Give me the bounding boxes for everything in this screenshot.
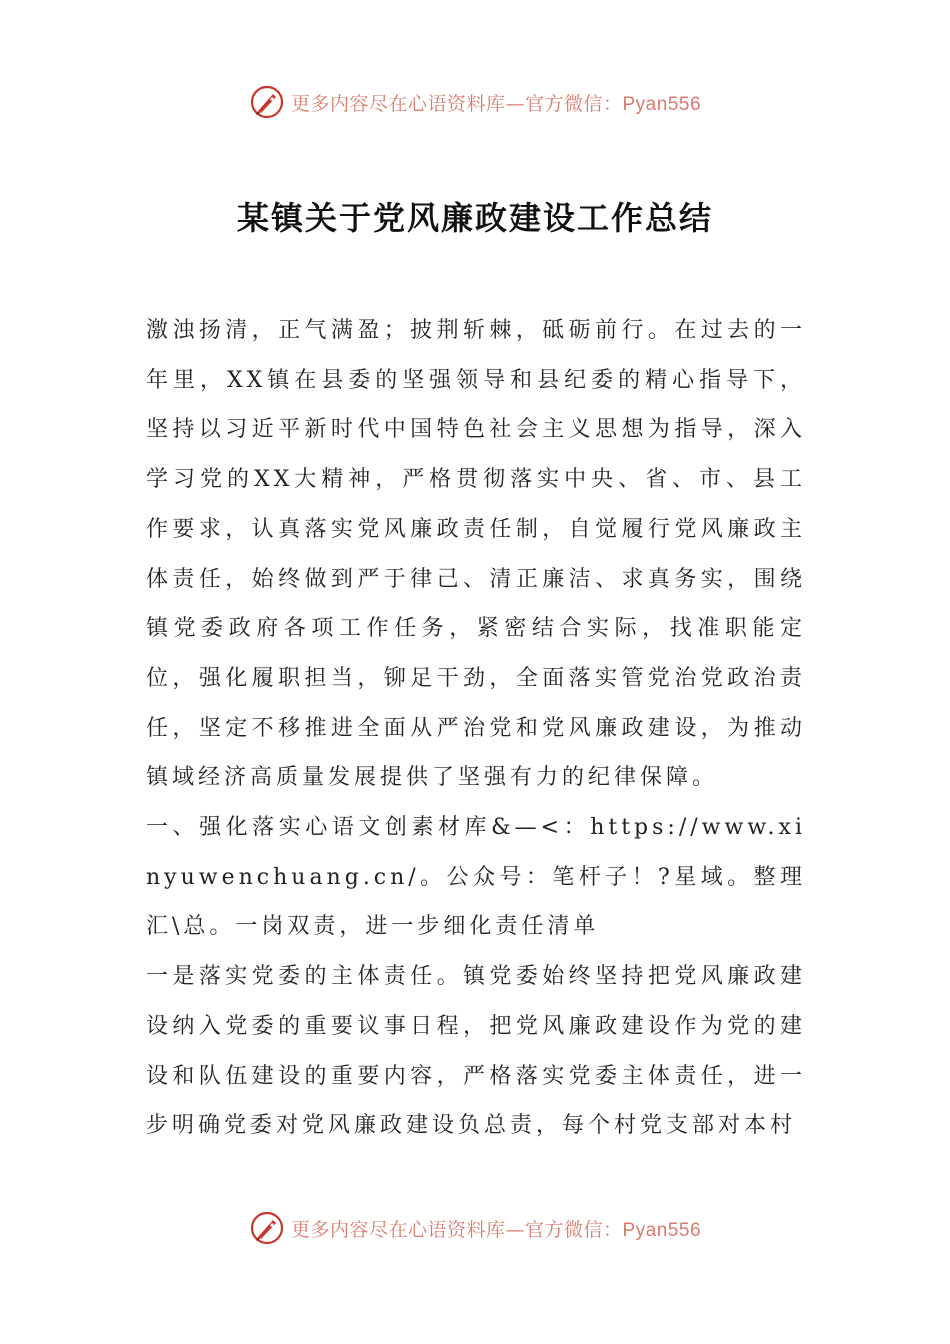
footer-banner-text: 更多内容尽在心语资料库—官方微信：Pyan556 — [290, 1218, 702, 1241]
header-banner — [0, 82, 950, 122]
paragraph-intro: 激浊扬清，正气满盈；披荆斩棘，砥砺前行。在过去的一年里，XX镇在县委的坚强领导和县纪委的精心指导下，坚持以习近平新时代中国特色社会主义思想为指导，深入学习党的XX大精神，严格贯彻落实中央、省、市、县工作要求，认真落实党风廉政责任制，自觉履行党风廉政主体责任，始终做到严于律己、清正廉洁、求真务实，围绕镇党委政府各项工作任务，紧密结合实际，找准职能定位，强化履职担当，铆足干劲，全面落实管党治党政治责任，坚定不移推进全面从严治党和党风廉政建设，为推动镇域经济高质量发展提供了坚强有力的纪律保障。 — [146, 318, 806, 791]
document-body — [146, 306, 806, 1151]
header-banner-text: 更多内容尽在心语资料库—官方微信：Pyan556 — [290, 92, 702, 115]
footer-banner — [0, 1208, 950, 1248]
paragraph-section-heading: 一、强化落实心语文创素材库&—<：https://www.xinyuwenchuang.cn/。公众号：笔杆子！?星域。整理汇\总。一岗双责，进一步细化责任清单 — [146, 815, 806, 940]
document-title: 某镇关于党风廉政建设工作总结 — [236, 199, 713, 238]
footer-banner-handle: Pyan556 — [622, 1219, 702, 1241]
paragraph-point-one: 一是落实党委的主体责任。镇党委始终坚持把党风廉政建设纳入党委的重要议事日程，把党风廉政建设作为党的建设和队伍建设的重要内容，严格落实党委主体责任，进一步明确党委对党风廉政建设负总责，每个村党支部对本村 — [146, 964, 806, 1139]
pen-nib-logo-icon — [249, 1210, 285, 1246]
pen-nib-logo-icon — [249, 84, 285, 120]
header-banner-handle: Pyan556 — [622, 93, 702, 115]
